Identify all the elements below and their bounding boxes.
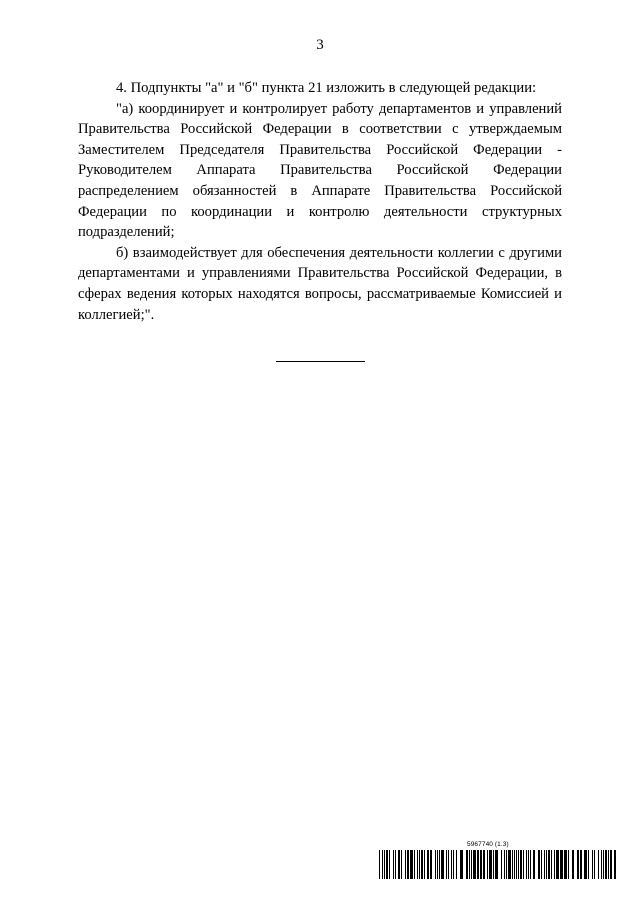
end-of-text-separator [276, 361, 365, 362]
document-body [78, 78, 562, 325]
document-code: 5967740 (1.3) [467, 841, 509, 848]
paragraph-subitem-b: б) взаимодействует для обеспечения деятельности коллегии с другими департаментами и управлениями Правительства Российской Федерации, в сферах ведения которых находятся вопросы, рассматриваемые Комиссией и коллегией;". [78, 244, 562, 323]
paragraph-item-4: 4. Подпункты "а" и "б" пункта 21 изложить в следующей редакции: [116, 80, 537, 96]
paragraph-subitem-a: "а) координирует и контролирует работу департаментов и управлений Правительства Российской Федерации в соответствии с утверждаемым Заместителем Председателя Правительства Российской Федерации - Руководителем Аппарата Правительства Российской Федерации распределением обязанностей в Аппарате Правительства Российской Федерации по координации и контролю деятельности структурных подразделений; [78, 100, 562, 241]
barcode-image [379, 850, 617, 879]
page-number: 3 [316, 37, 324, 53]
